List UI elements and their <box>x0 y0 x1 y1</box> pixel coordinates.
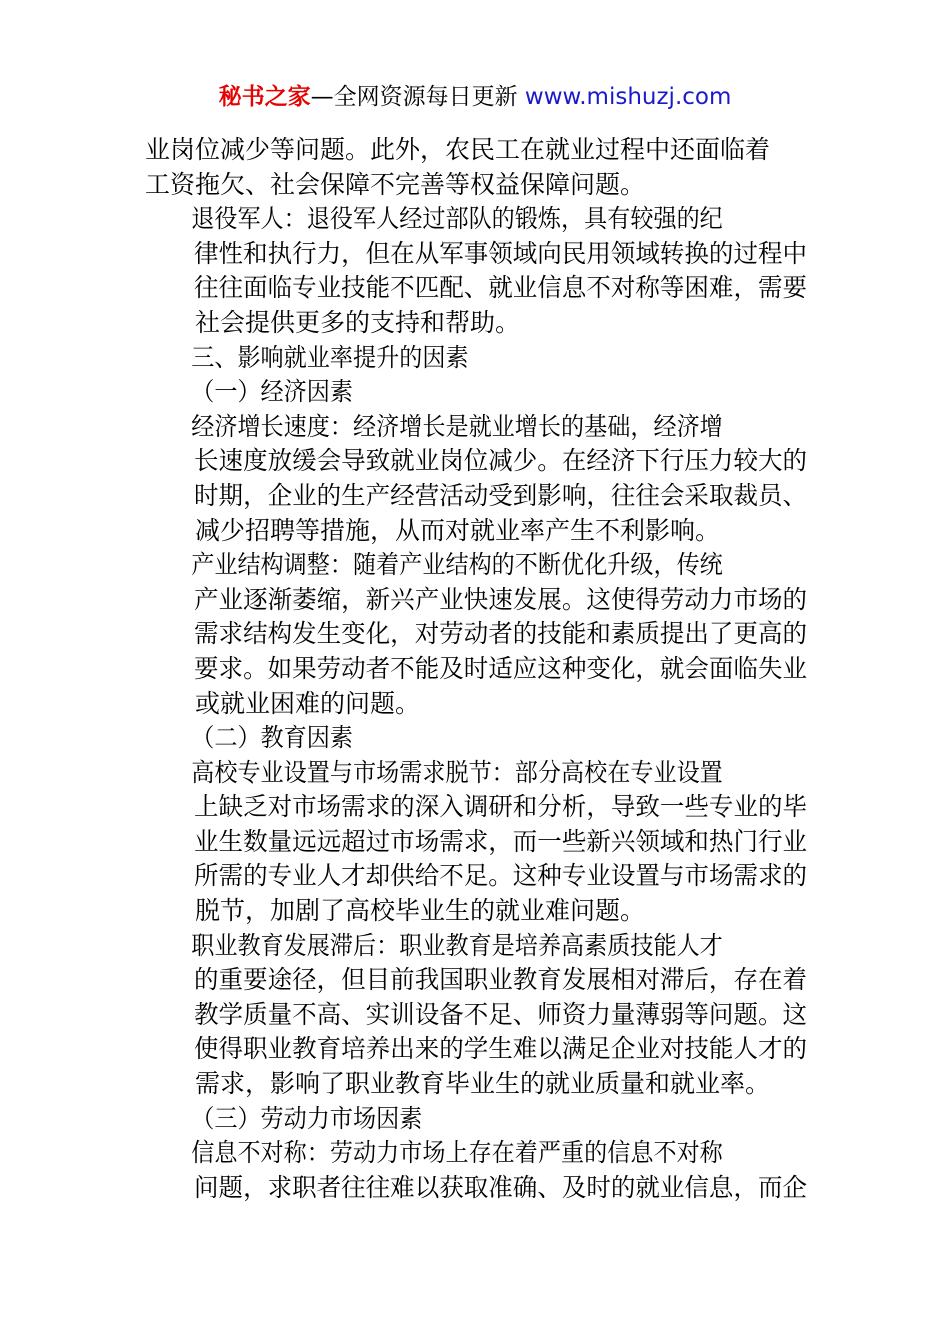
text-line: 或就业困难的问题。 <box>195 688 421 718</box>
paragraph <box>145 548 807 721</box>
text-line: 需求，影响了职业教育毕业生的就业质量和就业率。 <box>195 1069 771 1099</box>
text-line: 经济增长速度：经济增长是就业增长的基础，经济增 <box>191 411 723 441</box>
site-slogan: —全网资源每日更新 <box>310 84 518 110</box>
paragraph <box>145 929 807 1102</box>
text-line: 的重要途径，但目前我国职业教育发展相对滞后，存在着 <box>194 965 808 995</box>
site-url: www.mishuzj.com <box>524 84 732 110</box>
text-line: 教学质量不高、实训设备不足、师资力量薄弱等问题。这 <box>194 999 808 1029</box>
text-line: 职业教育发展滞后：职业教育是培养高素质技能人才 <box>191 930 723 960</box>
text-line: 长速度放缓会导致就业岗位减少。在经济下行压力较大的 <box>194 446 808 476</box>
text-line: 业生数量远远超过市场需求，而一些新兴领域和热门行业 <box>194 826 808 856</box>
paragraph <box>145 341 807 376</box>
text-line: 退役军人：退役军人经过部队的锻炼，具有较强的纪 <box>191 204 723 234</box>
text-line: 信息不对称：劳动力市场上存在着严重的信息不对称 <box>191 1138 723 1168</box>
text-line: 上缺乏对市场需求的深入调研和分析，导致一些专业的毕 <box>194 792 808 822</box>
text-line: 脱节，加剧了高校毕业生的就业难问题。 <box>195 896 646 926</box>
text-line: 高校专业设置与市场需求脱节：部分高校在专业设置 <box>191 757 723 787</box>
paragraph <box>145 1136 807 1205</box>
text-line: 所需的专业人才却供给不足。这种专业设置与市场需求的 <box>194 861 808 891</box>
text-line: 时期，企业的生产经营活动受到影响，往往会采取裁员、 <box>194 480 808 510</box>
text-line: （三）劳动力市场因素 <box>191 1103 423 1133</box>
paragraph <box>145 1102 807 1137</box>
paragraph <box>145 410 807 548</box>
text-line: 社会提供更多的支持和帮助。 <box>195 307 521 337</box>
text-line: （一）经济因素 <box>191 377 354 407</box>
text-line: 产业结构调整：随着产业结构的不断优化升级，传统 <box>191 550 723 580</box>
text-line: 往往面临专业技能不匹配、就业信息不对称等困难，需要 <box>194 273 808 303</box>
text-line: 律性和执行力，但在从军事领域向民用领域转换的过程中 <box>194 238 808 268</box>
paragraph <box>145 756 807 929</box>
text-line: 要求。如果劳动者不能及时适应这种变化，就会面临失业 <box>194 653 808 683</box>
text-line: 产业逐渐萎缩，新兴产业快速发展。这使得劳动力市场的 <box>194 584 808 614</box>
text-line: 使得职业教育培养出来的学生难以满足企业对技能人才的 <box>194 1034 808 1064</box>
paragraph <box>145 375 807 410</box>
text-line: 需求结构发生变化，对劳动者的技能和素质提出了更高的 <box>194 619 808 649</box>
text-line: （二）教育因素 <box>191 723 354 753</box>
page-header <box>0 82 950 112</box>
document-body <box>145 133 807 1205</box>
paragraph <box>145 721 807 756</box>
paragraph <box>145 202 807 340</box>
paragraph <box>145 133 807 202</box>
text-line: 业岗位减少等问题。此外，农民工在就业过程中还面临着 <box>145 135 771 164</box>
text-line: 减少招聘等措施，从而对就业率产生不利影响。 <box>195 515 721 545</box>
text-line: 三、影响就业率提升的因素 <box>191 342 469 372</box>
text-line: 工资拖欠、社会保障不完善等权益保障问题。 <box>145 169 646 199</box>
text-line: 问题，求职者往往难以获取准确、及时的就业信息，而企 <box>194 1172 808 1202</box>
site-brand: 秘书之家 <box>218 84 311 110</box>
